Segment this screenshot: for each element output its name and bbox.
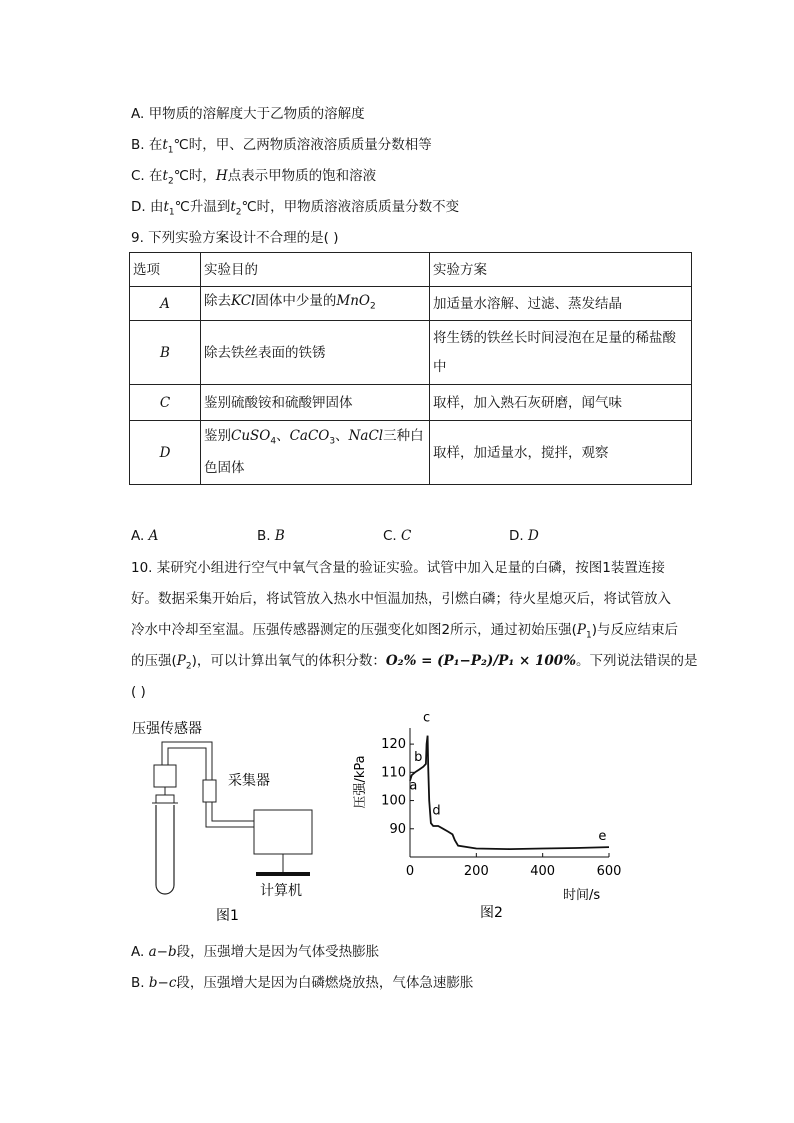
row-purpose: 鉴别硫酸铵和硫酸钾固体 — [201, 385, 430, 421]
y-tick-label: 90 — [389, 821, 406, 837]
test-tube — [156, 805, 174, 894]
q8-option-b — [131, 135, 432, 161]
pressure-curve — [410, 736, 609, 850]
q8-option-b-pre: B. 在 — [131, 137, 163, 153]
q10-line-3 — [131, 620, 678, 646]
text: )，可以计算出氧气的体积分数： — [191, 653, 386, 669]
x-tick-label: 0 — [405, 864, 415, 879]
var-t: t — [162, 168, 168, 184]
row-plan: 将生锈的铁丝长时间浸泡在足量的稀盐酸中 — [430, 321, 692, 385]
y-tick-label: 120 — [381, 737, 406, 753]
subscript: 2 — [235, 207, 242, 218]
var-p: P — [176, 653, 186, 669]
oxygen-formula: O₂% = (P₁−P₂)/P₁ × 100% — [385, 653, 577, 669]
collector-box — [203, 780, 216, 802]
q10-line-5: ( ) — [131, 684, 146, 700]
computer-label: 计算机 — [260, 883, 302, 899]
subscript: 1 — [585, 630, 592, 641]
subscript: 2 — [185, 661, 192, 672]
q9-option-a — [131, 526, 158, 546]
table-row — [130, 287, 692, 321]
point-label-b: b — [414, 750, 423, 766]
q10-line-1: 10. 某研究小组进行空气中氧气含量的验证实验。试管中加入足量的白磷，按图1装置连接 — [131, 560, 665, 576]
experiment-table — [129, 252, 692, 485]
subscript: 4 — [270, 436, 277, 447]
option-value: B — [274, 528, 285, 544]
figure-2-chart — [350, 712, 630, 927]
formula: KCl — [231, 292, 256, 309]
q8-option-c-pre: C. 在 — [131, 168, 163, 184]
text: 段，压强增大是因为气体受热膨胀 — [176, 944, 380, 960]
q8-option-d-mid: ℃升温到 — [174, 199, 231, 215]
subscript: 3 — [329, 436, 336, 447]
subscript: 1 — [168, 207, 175, 218]
q8-option-c-post: ℃时， — [173, 168, 216, 184]
segment: b−c — [148, 975, 177, 991]
tube-lower-outer — [212, 802, 254, 821]
subscript: 2 — [167, 176, 174, 187]
x-tick-label: 600 — [596, 864, 622, 879]
option-label: D. — [509, 528, 528, 544]
row-plan: 取样，加适量水，搅拌，观察 — [430, 421, 692, 485]
text: 段，压强增大是因为白磷燃烧放热，气体急速膨胀 — [176, 975, 474, 991]
text: 固体中少量的 — [255, 292, 337, 309]
computer-box — [254, 810, 312, 854]
table-row — [130, 385, 692, 421]
text: 鉴别 — [204, 427, 231, 444]
option-label: C. — [383, 528, 402, 544]
text: A. — [131, 944, 149, 960]
row-purpose: 除去铁丝表面的铁锈 — [201, 321, 430, 385]
formula: MnO — [336, 292, 370, 309]
text: B. — [131, 975, 149, 991]
table-header-row — [130, 253, 692, 287]
header-plan: 实验方案 — [430, 253, 692, 287]
row-key: C — [130, 385, 201, 421]
x-tick-label: 200 — [463, 864, 489, 879]
var-t: t — [163, 199, 169, 215]
q9-option-b — [257, 526, 285, 546]
row-key: A — [130, 287, 201, 321]
text: 除去 — [204, 292, 231, 309]
table-row — [130, 321, 692, 385]
stopper — [156, 795, 174, 803]
point-label-a: a — [409, 778, 418, 794]
row-plan: 取样，加入熟石灰研磨，闻气味 — [430, 385, 692, 421]
chart-point-labels — [409, 712, 606, 844]
y-tick-label: 110 — [381, 765, 406, 781]
figure-2-caption: 图2 — [480, 905, 503, 921]
var-h: H — [215, 168, 228, 184]
q9-option-c — [383, 526, 411, 546]
x-tick-label: 400 — [530, 864, 556, 879]
q8-option-a — [131, 104, 365, 124]
q8-option-d — [131, 197, 459, 223]
row-key: D — [130, 421, 201, 485]
row-key: B — [130, 321, 201, 385]
text: )与反应结束后 — [591, 622, 678, 638]
formula: CaCO — [289, 427, 330, 444]
header-option: 选项 — [130, 253, 201, 287]
q8-option-a-text: A. 甲物质的溶解度大于乙物质的溶解度 — [131, 106, 365, 122]
formula: NaCl — [348, 427, 384, 444]
q10-line-4 — [131, 651, 698, 677]
q8-option-d-post: ℃时，甲物质溶液溶质质量分数不变 — [241, 199, 460, 215]
table-row — [130, 421, 692, 485]
q10-option-a — [131, 942, 379, 962]
q9-option-d — [509, 526, 539, 546]
q10-option-b — [131, 973, 473, 993]
q9-stem: 9. 下列实验方案设计不合理的是( ) — [131, 230, 339, 246]
row-plan: 加适量水溶解、过滤、蒸发结晶 — [430, 287, 692, 321]
var-t: t — [162, 137, 168, 153]
text: 冷水中冷却至室温。压强传感器测定的压强变化如图2所示，通过初始压强( — [131, 622, 577, 638]
figure-1-caption: 图1 — [216, 908, 239, 924]
var-t: t — [230, 199, 236, 215]
q8-option-c-post2: 点表示甲物质的饱和溶液 — [227, 168, 377, 184]
tube-lower-inner — [206, 802, 254, 827]
subscript: 2 — [369, 301, 376, 312]
option-label: B. — [257, 528, 275, 544]
point-label-e: e — [598, 829, 607, 845]
y-axis-label: 压强/kPa — [353, 755, 368, 809]
point-label-c: c — [423, 712, 431, 726]
segment: a−b — [148, 944, 177, 960]
q8-option-b-post: ℃时，甲、乙两物质溶液溶质质量分数相等 — [173, 137, 432, 153]
row-purpose — [201, 421, 430, 485]
subscript: 1 — [167, 145, 174, 156]
y-tick-label: 100 — [381, 793, 406, 809]
option-value: A — [148, 528, 159, 544]
option-value: D — [527, 528, 539, 544]
text: 、 — [335, 427, 349, 444]
var-p: P — [576, 622, 586, 638]
row-purpose — [201, 287, 430, 321]
point-label-d: d — [432, 803, 441, 819]
x-axis-label: 时间/s — [563, 888, 601, 903]
text: 的压强( — [131, 653, 177, 669]
q8-option-c — [131, 166, 376, 192]
sensor-label: 压强传感器 — [132, 721, 202, 737]
figure-1-apparatus — [130, 715, 330, 925]
header-purpose: 实验目的 — [201, 253, 430, 287]
formula: CuSO — [231, 427, 271, 444]
text: 、 — [276, 427, 290, 444]
q8-option-d-pre: D. 由 — [131, 199, 164, 215]
q10-line-2: 好。数据采集开始后，将试管放入热水中恒温加热，引燃白磷；待火星熄灭后，将试管放入 — [131, 591, 671, 607]
option-label: A. — [131, 528, 149, 544]
collector-label: 采集器 — [228, 773, 270, 789]
option-value: C — [401, 528, 412, 544]
text: 三种白色固体 — [204, 427, 424, 477]
text: 。下列说法错误的是 — [576, 653, 698, 669]
sensor-box — [154, 765, 176, 787]
